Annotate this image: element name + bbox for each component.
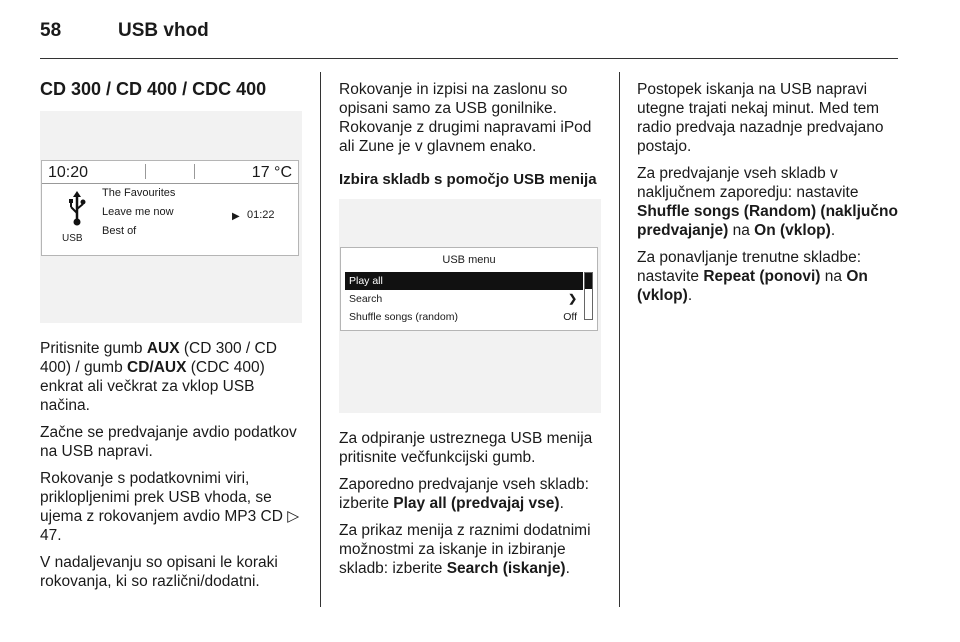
menu-item-search[interactable]: Search ❯ <box>345 290 583 308</box>
usb-icon <box>68 191 86 227</box>
paragraph: Rokovanje in izpisi na zaslonu so opisani samo za USB gonilnike. Rokovanje z drugimi napravami iPod ali Zune je v glavnem enako. <box>339 81 592 155</box>
divider-tick <box>194 164 195 179</box>
play-icon: ▶ <box>232 211 240 222</box>
paragraph: Za odpiranje ustreznega USB menija pritisnite večfunkcijski gumb. <box>339 430 593 466</box>
usb-menu-figure <box>339 199 601 413</box>
page-reference-link[interactable]: 47. <box>40 527 62 544</box>
paragraph: Rokovanje s podatkovnimi viri, priklopljenimi prek USB vhoda, se ujema z rokovanjem avdio MP3 CD ▷ 47. <box>40 470 300 544</box>
chevron-right-icon: ❯ <box>568 293 577 305</box>
paragraph: V nadaljevanju so opisani le koraki rokovanja, ki so različni/dodatni. <box>40 554 278 590</box>
menu-title: USB menu <box>442 254 496 266</box>
cd-aux-button-label: CD/AUX <box>127 359 187 376</box>
column-1 <box>40 80 306 599</box>
subheading: Izbira skladb s pomočjo USB menija <box>339 171 597 188</box>
column-2 <box>339 80 607 586</box>
paragraph: Zaporedno predvajanje vseh skladb: izberite Play all (predvajaj vse). <box>339 476 589 512</box>
aux-button-label: AUX <box>146 340 180 357</box>
scrollbar-thumb[interactable] <box>585 273 592 289</box>
page-title: USB vhod <box>118 20 209 41</box>
paragraph: Začne se predvajanje avdio podatkov na USB napravi. <box>40 424 297 460</box>
shuffle-value: Off <box>563 311 577 323</box>
menu-item-shuffle[interactable]: Shuffle songs (random) Off <box>345 308 583 326</box>
divider-tick <box>145 164 146 179</box>
column-divider <box>619 72 620 607</box>
status-bar <box>42 161 298 184</box>
column-divider <box>320 72 321 607</box>
scrollbar[interactable] <box>584 272 593 320</box>
paragraph: Pritisnite gumb AUX (CD 300 / CD 400) / gumb CD/AUX (CDC 400) enkrat ali večkrat za vklop USB načina. <box>40 340 277 414</box>
header-rule <box>40 58 898 59</box>
menu-item-play-all[interactable]: Play all <box>345 272 583 290</box>
paragraph: Za predvajanje vseh skladb v naključnem zaporedju: nastavite Shuffle songs (Random) (naključno predvajanje) na On (vklop). <box>637 165 898 239</box>
radio-screen <box>41 160 299 256</box>
menu-screen <box>340 247 598 331</box>
clock: 10:20 <box>48 164 89 181</box>
paragraph: Za prikaz menija z raznimi dodatnimi možnostmi za iskanje in izbiranje skladb: izberite Search (iskanje). <box>339 522 591 577</box>
play-time: 01:22 <box>247 209 275 221</box>
section-title: CD 300 / CD 400 / CDC 400 <box>40 79 267 99</box>
track-line: Leave me now <box>102 206 174 218</box>
track-line: The Favourites <box>102 187 176 199</box>
paragraph: Postopek iskanja na USB napravi utegne trajati nekaj minut. Med tem radio predvaja nazadnje predvajano postajo. <box>637 81 884 155</box>
page-number: 58 <box>40 20 62 41</box>
column-3 <box>637 80 899 313</box>
paragraph: Za ponavljanje trenutne skladbe: nastavite Repeat (ponovi) na On (vklop). <box>637 249 868 304</box>
arrow-ref-icon: ▷ <box>287 508 300 525</box>
usb-label: USB <box>62 233 83 244</box>
track-line: Best of <box>102 225 137 237</box>
temperature: 17 °C <box>251 164 292 181</box>
radio-display-figure <box>40 111 302 323</box>
